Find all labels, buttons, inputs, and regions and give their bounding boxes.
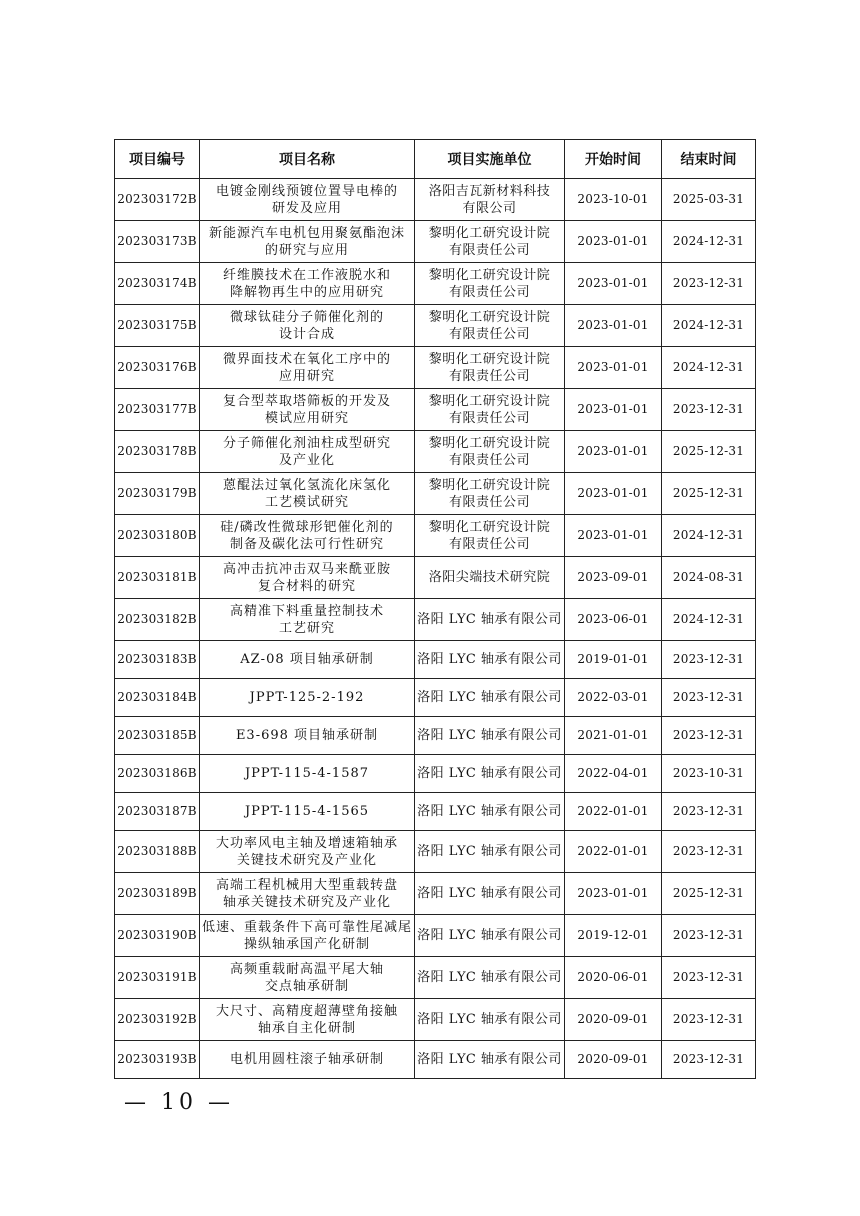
cell-name (200, 305, 415, 347)
cell-end: 2024-12-31 (662, 347, 756, 389)
cell-code: 202303187B (115, 793, 200, 831)
cell-name-line: 蒽醌法过氧化氢流化床氢化 (222, 477, 391, 493)
cell-end: 2025-12-31 (662, 873, 756, 915)
table-row (115, 557, 756, 599)
cell-unit-line: 洛阳 LYC 轴承有限公司 (417, 804, 562, 819)
cell-unit-line: 有限责任公司 (448, 536, 530, 552)
cell-end: 2025-03-31 (662, 179, 756, 221)
cell-end: 2024-08-31 (662, 557, 756, 599)
cell-code: 202303191B (115, 957, 200, 999)
cell-name (200, 1041, 415, 1079)
cell-end: 2025-12-31 (662, 473, 756, 515)
cell-unit (415, 957, 565, 999)
cell-name-line: 高频重载耐高温平尾大轴 (229, 961, 384, 977)
cell-name-line: 复合型萃取塔筛板的开发及 (222, 393, 391, 409)
cell-code: 202303180B (115, 515, 200, 557)
cell-name-line: 制备及碳化法可行性研究 (229, 536, 384, 552)
cell-name (200, 599, 415, 641)
cell-name-line: 微球钛硅分子筛催化剂的 (229, 309, 384, 325)
cell-unit-line: 有限责任公司 (448, 242, 530, 258)
cell-code: 202303176B (115, 347, 200, 389)
cell-start: 2023-01-01 (565, 873, 662, 915)
header-code: 项目编号 (115, 140, 200, 179)
cell-name (200, 263, 415, 305)
cell-unit (415, 431, 565, 473)
table-row (115, 599, 756, 641)
cell-unit-line: 洛阳 LYC 轴承有限公司 (417, 928, 562, 943)
table-row (115, 1041, 756, 1079)
cell-name-line: 高冲击抗冲击双马来酰亚胺 (222, 561, 391, 577)
table-row (115, 679, 756, 717)
header-name: 项目名称 (200, 140, 415, 179)
table-row (115, 873, 756, 915)
table-row (115, 515, 756, 557)
cell-unit-line: 洛阳 LYC 轴承有限公司 (417, 886, 562, 901)
cell-unit-line: 洛阳 LYC 轴承有限公司 (417, 652, 562, 667)
cell-start: 2023-09-01 (565, 557, 662, 599)
table-row (115, 263, 756, 305)
cell-code: 202303179B (115, 473, 200, 515)
cell-name (200, 221, 415, 263)
cell-unit (415, 793, 565, 831)
cell-unit-line: 洛阳 LYC 轴承有限公司 (417, 728, 562, 743)
cell-code: 202303178B (115, 431, 200, 473)
cell-name (200, 389, 415, 431)
cell-unit-line: 黎明化工研究设计院 (428, 351, 551, 367)
table-row (115, 793, 756, 831)
cell-name (200, 557, 415, 599)
cell-name-line: 轴承关键技术研究及产业化 (222, 894, 391, 910)
cell-name-line: 的研究与应用 (264, 242, 349, 258)
table-row (115, 473, 756, 515)
cell-name-line: 新能源汽车电机包用聚氨酯泡沫 (208, 225, 405, 241)
cell-name (200, 473, 415, 515)
cell-name-line: 工艺模试研究 (264, 494, 349, 510)
header-row (115, 140, 756, 179)
cell-name-line: 低速、重载条件下高可靠性尾减尾 (202, 919, 413, 935)
cell-unit-line: 洛阳 LYC 轴承有限公司 (417, 766, 562, 781)
table-row (115, 221, 756, 263)
cell-name (200, 755, 415, 793)
cell-unit (415, 515, 565, 557)
cell-name-line: JPPT-115-4-1565 (244, 804, 370, 819)
cell-start: 2019-12-01 (565, 915, 662, 957)
cell-name-line: 操纵轴承国产化研制 (243, 936, 370, 952)
cell-name-line: 大功率风电主轴及增速箱轴承 (215, 835, 398, 851)
table-row (115, 431, 756, 473)
cell-name (200, 431, 415, 473)
cell-end: 2023-12-31 (662, 999, 756, 1041)
cell-name (200, 641, 415, 679)
cell-end: 2024-12-31 (662, 515, 756, 557)
cell-name-line: 轴承自主化研制 (257, 1020, 356, 1036)
table-row (115, 999, 756, 1041)
cell-code: 202303188B (115, 831, 200, 873)
cell-unit-line: 有限责任公司 (448, 284, 530, 300)
cell-unit-line: 黎明化工研究设计院 (428, 393, 551, 409)
table-row (115, 305, 756, 347)
cell-name (200, 831, 415, 873)
cell-start: 2019-01-01 (565, 641, 662, 679)
cell-unit (415, 305, 565, 347)
cell-unit-line: 洛阳 LYC 轴承有限公司 (417, 1012, 562, 1027)
cell-name (200, 717, 415, 755)
cell-name-line: 复合材料的研究 (257, 578, 356, 594)
cell-start: 2022-03-01 (565, 679, 662, 717)
cell-name-line: 关键技术研究及产业化 (236, 852, 377, 868)
cell-code: 202303192B (115, 999, 200, 1041)
cell-unit (415, 755, 565, 793)
cell-unit-line: 有限责任公司 (448, 494, 530, 510)
table-row (115, 717, 756, 755)
cell-end: 2023-12-31 (662, 831, 756, 873)
cell-name (200, 347, 415, 389)
cell-end: 2023-12-31 (662, 641, 756, 679)
cell-name (200, 999, 415, 1041)
table-row (115, 389, 756, 431)
cell-end: 2023-12-31 (662, 263, 756, 305)
cell-code: 202303189B (115, 873, 200, 915)
cell-name-line: 模试应用研究 (264, 410, 349, 426)
cell-unit (415, 473, 565, 515)
cell-name (200, 515, 415, 557)
cell-unit-line: 有限责任公司 (448, 326, 530, 342)
cell-unit-line: 黎明化工研究设计院 (428, 519, 551, 535)
cell-code: 202303184B (115, 679, 200, 717)
cell-end: 2023-12-31 (662, 915, 756, 957)
cell-start: 2023-01-01 (565, 305, 662, 347)
cell-unit (415, 179, 565, 221)
table-row (115, 915, 756, 957)
cell-name-line: 高端工程机械用大型重载转盘 (215, 877, 398, 893)
cell-end: 2024-12-31 (662, 305, 756, 347)
cell-unit-line: 洛阳 LYC 轴承有限公司 (417, 1052, 562, 1067)
header-start: 开始时间 (565, 140, 662, 179)
cell-name (200, 915, 415, 957)
cell-code: 202303190B (115, 915, 200, 957)
cell-unit-line: 有限责任公司 (448, 368, 530, 384)
cell-unit-line: 黎明化工研究设计院 (428, 435, 551, 451)
cell-code: 202303186B (115, 755, 200, 793)
cell-start: 2020-09-01 (565, 999, 662, 1041)
cell-unit (415, 389, 565, 431)
table-row (115, 957, 756, 999)
cell-unit (415, 641, 565, 679)
cell-code: 202303182B (115, 599, 200, 641)
cell-unit-line: 洛阳 LYC 轴承有限公司 (417, 612, 562, 627)
cell-code: 202303193B (115, 1041, 200, 1079)
cell-code: 202303172B (115, 179, 200, 221)
cell-unit (415, 873, 565, 915)
cell-name-line: 应用研究 (278, 368, 335, 384)
cell-end: 2023-12-31 (662, 679, 756, 717)
cell-start: 2023-01-01 (565, 263, 662, 305)
cell-end: 2023-10-31 (662, 755, 756, 793)
cell-unit-line: 洛阳尖端技术研究院 (428, 570, 551, 585)
cell-start: 2023-01-01 (565, 389, 662, 431)
cell-name-line: 研发及应用 (271, 200, 342, 216)
cell-name-line: 高精准下料重量控制技术 (229, 603, 384, 619)
table-body (115, 179, 756, 1079)
cell-name-line: 及产业化 (278, 452, 335, 468)
cell-unit-line: 有限责任公司 (448, 410, 530, 426)
cell-start: 2022-04-01 (565, 755, 662, 793)
table-row (115, 831, 756, 873)
cell-unit (415, 679, 565, 717)
cell-start: 2020-06-01 (565, 957, 662, 999)
cell-unit (415, 831, 565, 873)
cell-unit-line: 黎明化工研究设计院 (428, 309, 551, 325)
table-row (115, 755, 756, 793)
cell-start: 2022-01-01 (565, 831, 662, 873)
cell-unit-line: 洛阳 LYC 轴承有限公司 (417, 844, 562, 859)
cell-unit-line: 有限公司 (462, 200, 517, 216)
cell-start: 2021-01-01 (565, 717, 662, 755)
cell-end: 2024-12-31 (662, 221, 756, 263)
cell-unit-line: 有限责任公司 (448, 452, 530, 468)
cell-end: 2025-12-31 (662, 431, 756, 473)
cell-name-line: 电机用圆柱滚子轴承研制 (229, 1052, 384, 1067)
cell-name-line: 电镀金刚线预镀位置导电棒的 (215, 183, 398, 199)
cell-name (200, 957, 415, 999)
cell-name-line: JPPT-115-4-1587 (244, 766, 370, 781)
cell-start: 2023-10-01 (565, 179, 662, 221)
cell-unit (415, 557, 565, 599)
cell-start: 2020-09-01 (565, 1041, 662, 1079)
cell-code: 202303181B (115, 557, 200, 599)
cell-start: 2022-01-01 (565, 793, 662, 831)
cell-name-line: 交点轴承研制 (264, 978, 349, 994)
cell-start: 2023-06-01 (565, 599, 662, 641)
table-row (115, 347, 756, 389)
cell-name (200, 179, 415, 221)
cell-name (200, 873, 415, 915)
cell-code: 202303177B (115, 389, 200, 431)
cell-name-line: 微界面技术在氧化工序中的 (222, 351, 391, 367)
cell-end: 2023-12-31 (662, 957, 756, 999)
cell-start: 2023-01-01 (565, 515, 662, 557)
cell-unit (415, 599, 565, 641)
cell-start: 2023-01-01 (565, 347, 662, 389)
cell-end: 2024-12-31 (662, 599, 756, 641)
cell-unit-line: 洛阳 LYC 轴承有限公司 (417, 690, 562, 705)
cell-name-line: 硅/磷改性微球形钯催化剂的 (220, 519, 394, 535)
cell-start: 2023-01-01 (565, 431, 662, 473)
cell-unit-line: 洛阳吉瓦新材料科技 (428, 183, 551, 199)
cell-name (200, 793, 415, 831)
cell-name-line: 设计合成 (278, 326, 335, 342)
cell-name-line: AZ-08 项目轴承研制 (240, 652, 374, 667)
cell-code: 202303183B (115, 641, 200, 679)
cell-end: 2023-12-31 (662, 389, 756, 431)
cell-start: 2023-01-01 (565, 221, 662, 263)
cell-unit-line: 黎明化工研究设计院 (428, 225, 551, 241)
cell-name-line: 大尺寸、高精度超薄壁角接触 (215, 1003, 398, 1019)
cell-unit (415, 999, 565, 1041)
cell-name-line: 工艺研究 (278, 620, 335, 636)
cell-unit (415, 263, 565, 305)
cell-end: 2023-12-31 (662, 793, 756, 831)
cell-unit-line: 黎明化工研究设计院 (428, 477, 551, 493)
cell-unit (415, 1041, 565, 1079)
table-row (115, 641, 756, 679)
cell-unit (415, 915, 565, 957)
cell-code: 202303175B (115, 305, 200, 347)
cell-unit (415, 717, 565, 755)
cell-unit-line: 黎明化工研究设计院 (428, 267, 551, 283)
cell-end: 2023-12-31 (662, 717, 756, 755)
cell-unit-line: 洛阳 LYC 轴承有限公司 (417, 970, 562, 985)
cell-unit (415, 347, 565, 389)
cell-code: 202303173B (115, 221, 200, 263)
cell-unit (415, 221, 565, 263)
header-end: 结束时间 (662, 140, 756, 179)
page-number: — 10 — (124, 1090, 234, 1115)
cell-code: 202303174B (115, 263, 200, 305)
cell-code: 202303185B (115, 717, 200, 755)
header-unit: 项目实施单位 (415, 140, 565, 179)
cell-name-line: JPPT-125-2-192 (249, 690, 365, 705)
cell-end: 2023-12-31 (662, 1041, 756, 1079)
cell-start: 2023-01-01 (565, 473, 662, 515)
project-table (114, 139, 756, 1079)
cell-name-line: E3-698 项目轴承研制 (235, 728, 379, 743)
cell-name (200, 679, 415, 717)
cell-name-line: 降解物再生中的应用研究 (229, 284, 384, 300)
table-row (115, 179, 756, 221)
cell-name-line: 分子筛催化剂油柱成型研究 (222, 435, 391, 451)
cell-name-line: 纤维膜技术在工作液脱水和 (222, 267, 391, 283)
